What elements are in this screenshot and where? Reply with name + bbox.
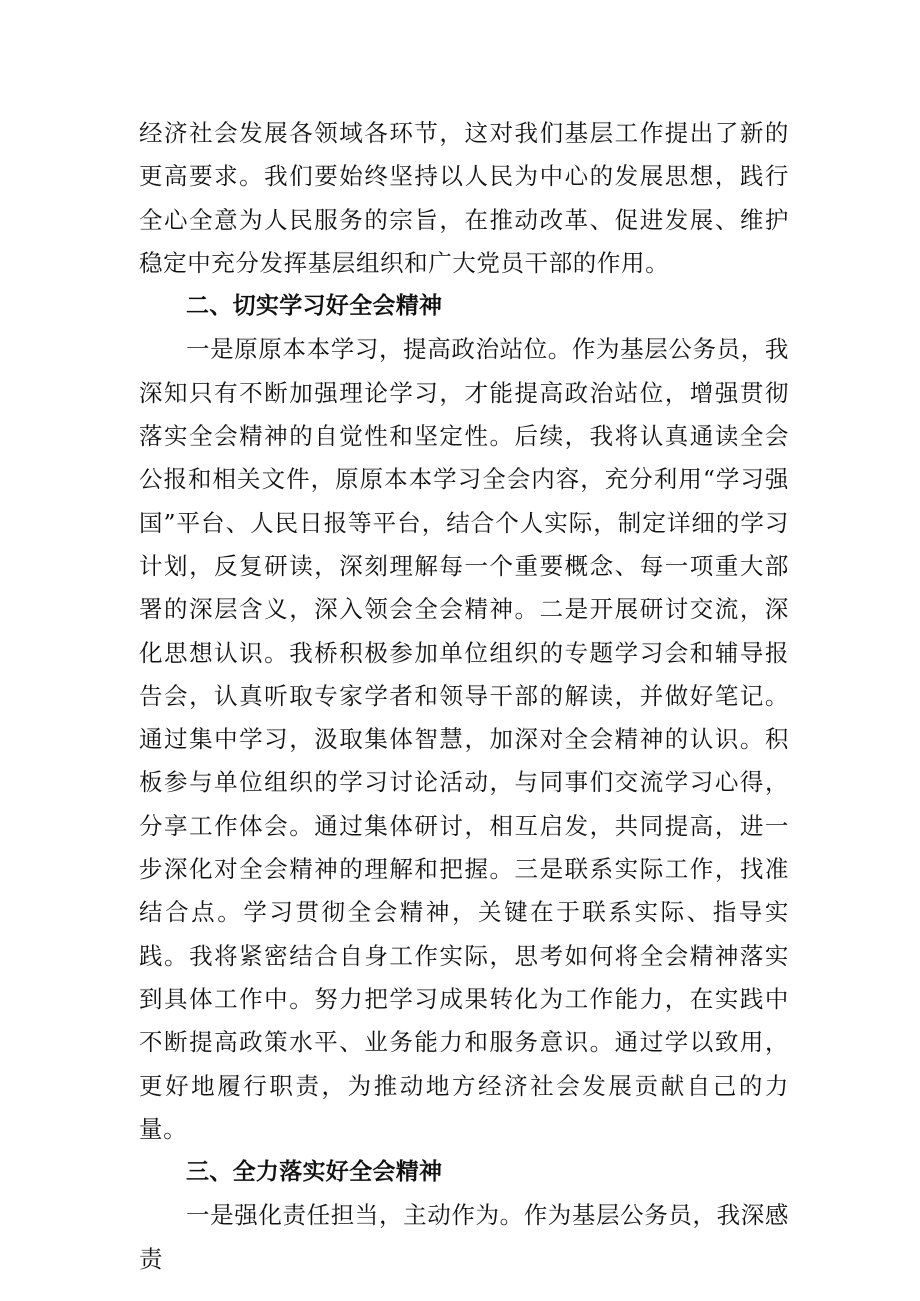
paragraph-section-3: 一是强化责任担当，主动作为。作为基层公务员，我深感责	[139, 1201, 789, 1273]
paragraph-section-2: 一是原原本本学习，提高政治站位。作为基层公务员，我深知只有不断加强理论学习，才能提高政治站位，增强贯彻落实全会精神的自觉性和坚定性。后续，我将认真通读全会公报和相关文件，原原本本学习全会内容，充分利用“学习强国”平台、人民日报等平台，结合个人实际，制定详细的学习计划，反复研读，深刻理解每一个重要概念、每一项重大部署的深层含义，深入领会全会精神。二是开展研讨交流，深化思想认识。我桥积极参加单位组织的专题学习会和辅导报告会，认真听取专家学者和领导干部的解读，并做好笔记。通过集中学习，汲取集体智慧，加深对全会精神的认识。积板参与单位组织的学习讨论活动，与同事们交流学习心得，分享工作体会。通过集体研讨，相互启发，共同提高，进一步深化对全会精神的理解和把握。三是联系实际工作，找准结合点。学习贯彻全会精神，关键在于联系实际、指导实践。我将紧密结合自身工作实际，思考如何将全会精神落实到具体工作中。努力把学习成果转化为工作能力，在实践中不断提高政策水平、业务能力和服务意识。通过学以致用，更好地履行职责，为推动地方经济社会发展贡献自己的力量。	[139, 335, 789, 1143]
section-heading-3: 三、全力落实好全会精神	[186, 1159, 443, 1186]
document-body	[139, 112, 789, 1281]
section-heading-2: 二、切实学习好全会精神	[186, 293, 443, 320]
paragraph-intro: 经济社会发展各领域各环节，这对我们基层工作提出了新的更高要求。我们要始终坚持以人民为中心的发展思想，践行全心全意为人民服务的宗旨，在推动改革、促进发展、维护稳定中充分发挥基层组织和广大党员干部的作用。	[139, 119, 789, 277]
